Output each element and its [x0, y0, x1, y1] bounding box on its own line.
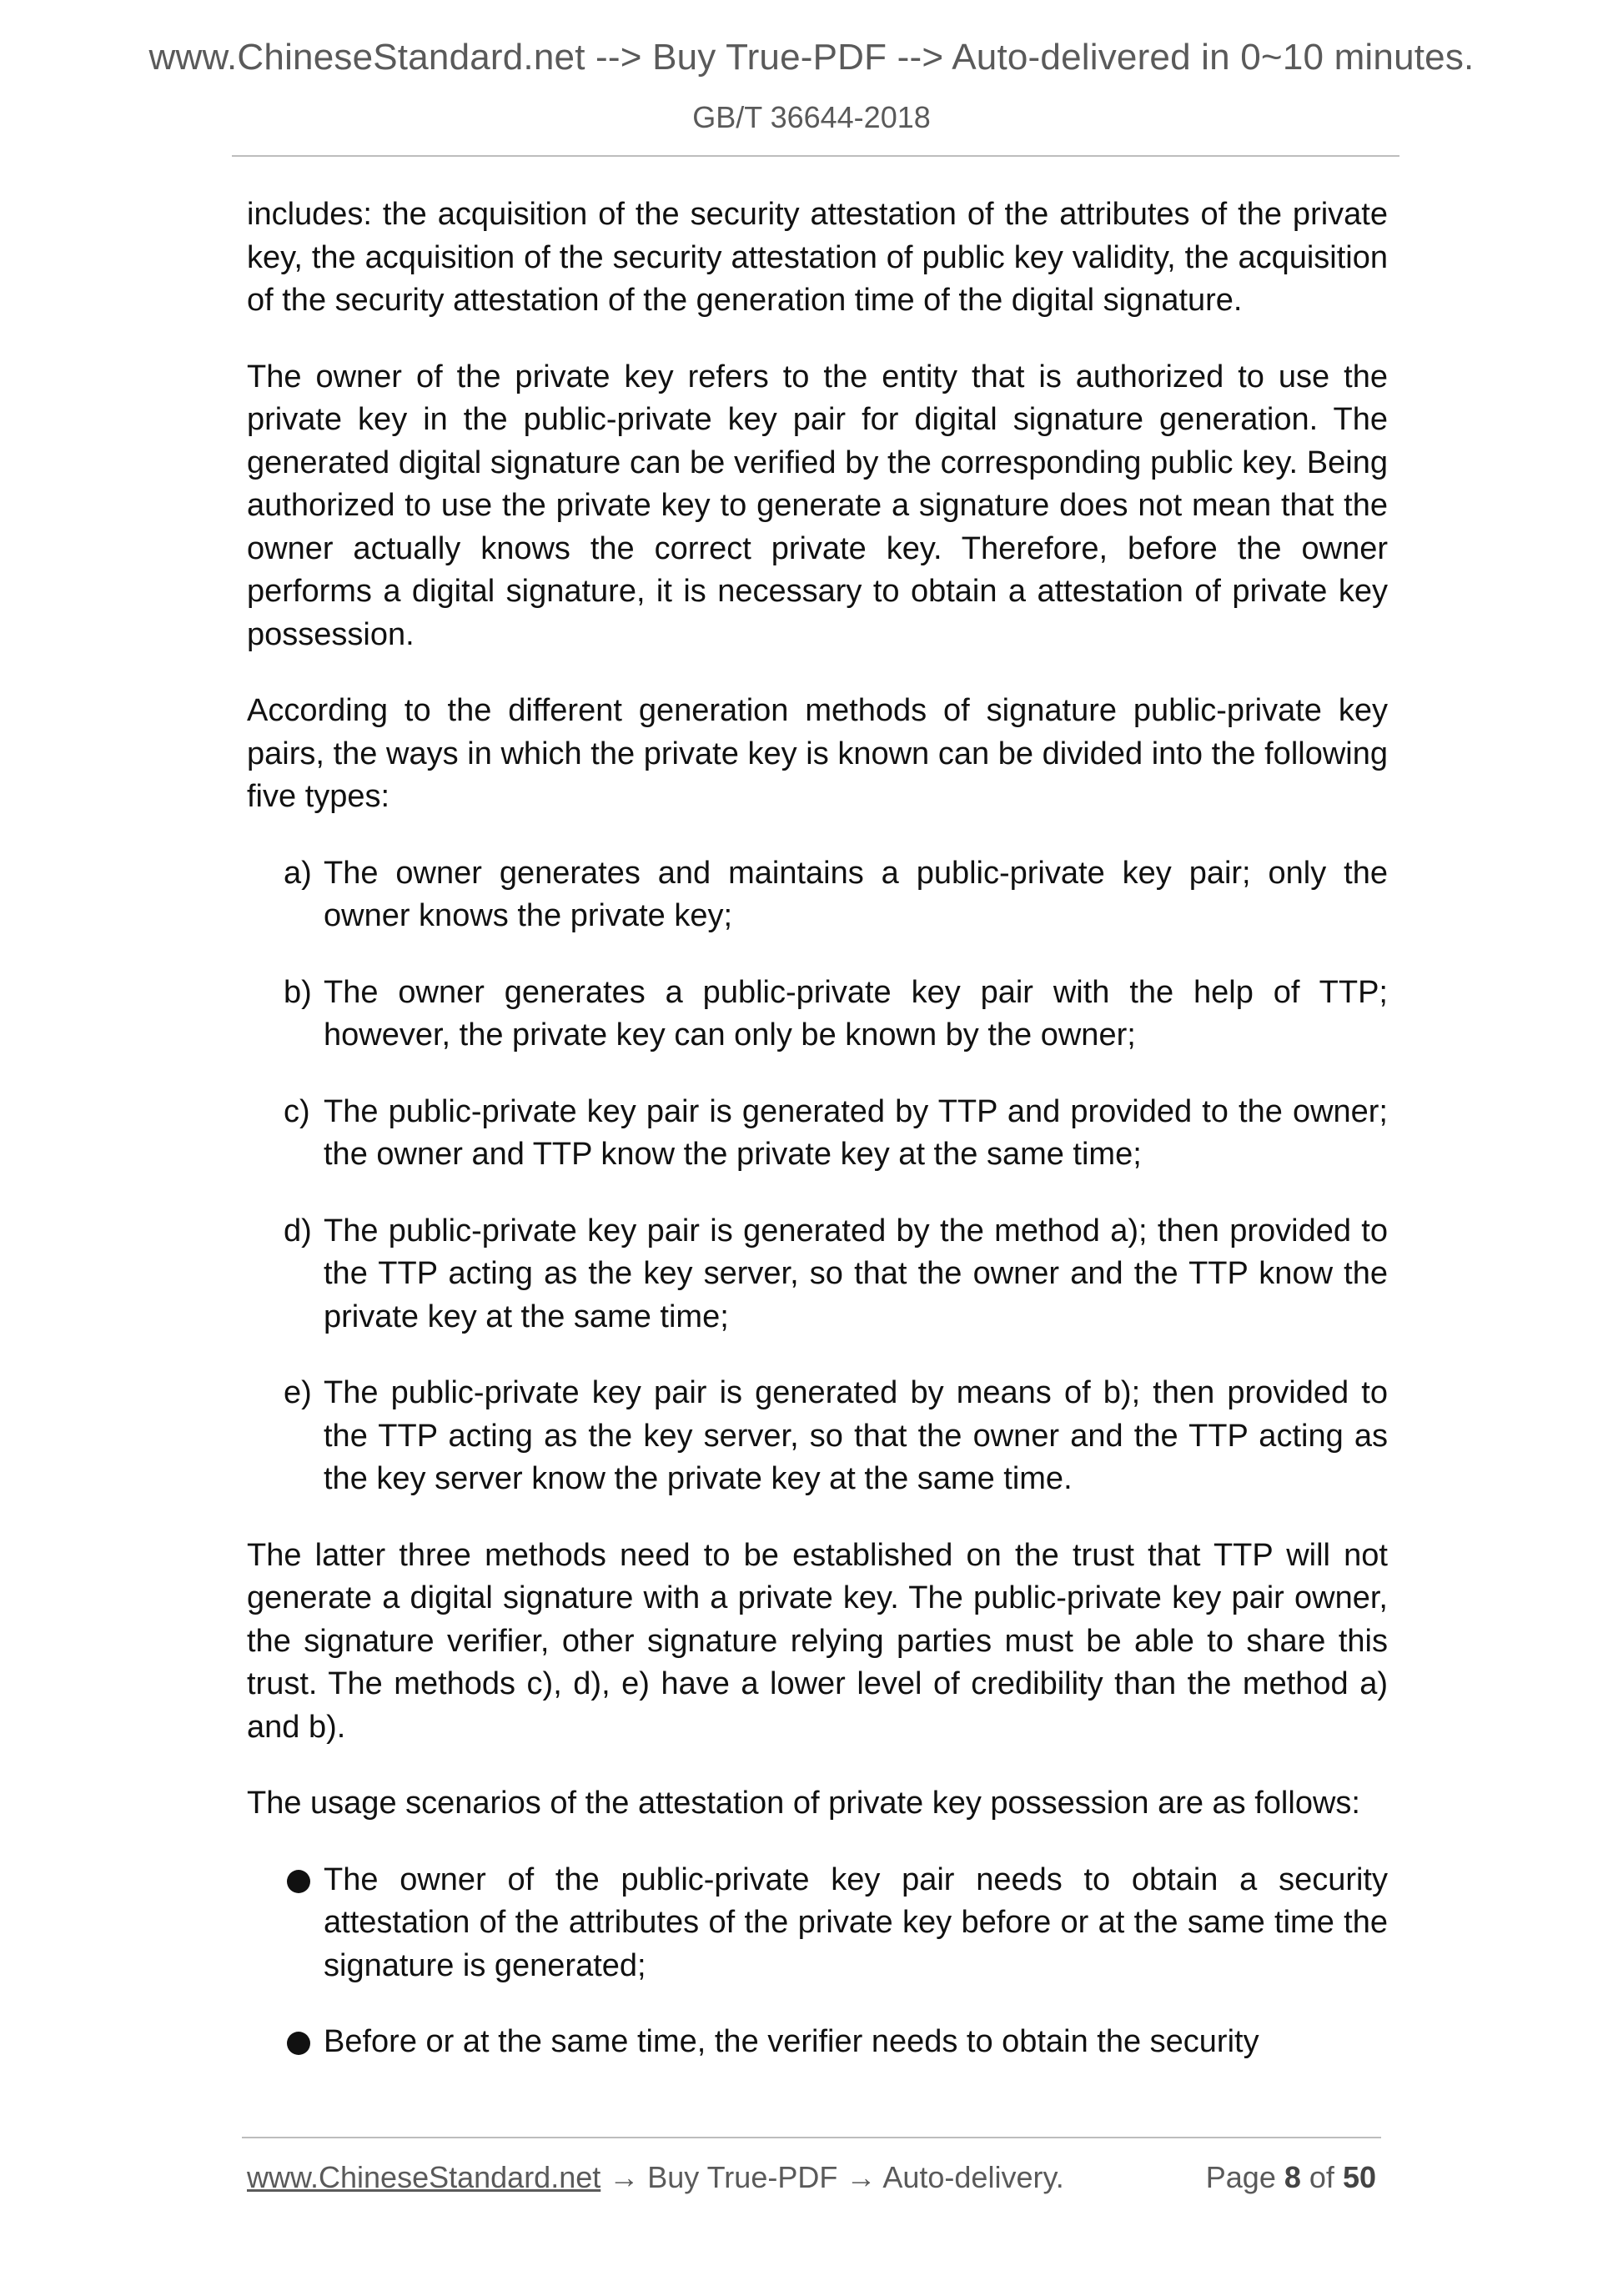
page-label: Page — [1205, 2160, 1276, 2194]
arrow-right-icon: → — [600, 2160, 648, 2194]
bullet-dot-icon — [287, 1870, 310, 1893]
page-total: 50 — [1342, 2160, 1376, 2194]
list-item-e — [247, 1372, 1388, 1501]
footer-buy-text: Buy True-PDF — [647, 2160, 838, 2194]
list-marker: d) — [284, 1213, 312, 1248]
page-number: 8 — [1284, 2160, 1301, 2194]
paragraph: According to the different generation methods of signature public-private key pairs, the ways in which the private key is known can be divided into the following five types: — [247, 693, 1388, 814]
page-indicator — [1206, 2160, 1376, 2195]
document-body — [247, 193, 1388, 2098]
paragraph: includes: the acquisition of the security attestation of the attributes of the private key, the acquisition of the security attestation of public key validity, the acquisition of the security attestation of the generation time of the digital signature. — [247, 197, 1388, 318]
list-item-text: The public-private key pair is generated by means of b); then provided to the TTP acting as the key server, so that the owner and the TTP acting as the key server know the private key at the same time. — [324, 1375, 1388, 1496]
list-marker: a) — [284, 855, 312, 891]
bullet-item — [247, 2021, 1388, 2064]
of-label: of — [1309, 2160, 1334, 2194]
paragraph: The owner of the private key refers to the entity that is authorized to use the private key in the public-private key pair for digital signature generation. The generated digital signature can be verified by the corresponding public key. Being authorized to use the private key to generate a signature does not mean that the owner actually knows the correct private key. Therefore, before the owner performs a digital signature, it is necessary to obtain a attestation of private key possession. — [247, 359, 1388, 652]
list-marker: c) — [284, 1093, 310, 1129]
footer-site-link[interactable]: www.ChineseStandard.net — [247, 2160, 601, 2194]
footer-delivery-text: Auto-delivery. — [882, 2160, 1064, 2194]
bullet-text: The owner of the public-private key pair needs to obtain a security attestation of the attributes of the private key before or at the same time the signature is generated; — [324, 1861, 1388, 1983]
footer-divider — [242, 2137, 1381, 2138]
footer-promo — [247, 2160, 1064, 2195]
list-marker: e) — [284, 1375, 312, 1410]
list-item-c — [247, 1091, 1388, 1177]
paragraph: The usage scenarios of the attestation of private key possession are as follows: — [247, 1786, 1360, 1821]
header-divider — [232, 155, 1399, 157]
list-item-d — [247, 1210, 1388, 1339]
list-item-text: The public-private key pair is generated by the method a); then provided to the TTP acting as the key server, so that the owner and the TTP know the private key at the same time; — [324, 1213, 1388, 1334]
arrow-right-icon: → — [837, 2160, 883, 2194]
bullet-dot-icon — [287, 2032, 310, 2055]
bullet-item — [247, 1859, 1388, 1988]
list-marker: b) — [284, 974, 312, 1010]
paragraph: The latter three methods need to be established on the trust that TTP will not generate a digital signature with a private key. The public-private key pair owner, the signature verifier, other signature relying parties must be able to share this trust. The methods c), d), e) have a lower level of credibility than the method a) and b). — [247, 1537, 1388, 1745]
standard-code: GB/T 36644-2018 — [692, 100, 931, 134]
list-item-b — [247, 972, 1388, 1058]
list-item-text: The public-private key pair is generated by TTP and provided to the owner; the owner and TTP know the private key at the same time; — [324, 1093, 1388, 1172]
list-item-text: The owner generates and maintains a public-private key pair; only the owner knows the private key; — [324, 855, 1388, 933]
site-banner: www.ChineseStandard.net --> Buy True-PDF --> Auto-delivered in 0~10 minutes. — [148, 37, 1475, 78]
list-item-text: The owner generates a public-private key pair with the help of TTP; however, the private key can only be known by the owner; — [324, 974, 1388, 1053]
bullet-text: Before or at the same time, the verifier needs to obtain the security — [324, 2024, 1259, 2059]
list-item-a — [247, 852, 1388, 938]
